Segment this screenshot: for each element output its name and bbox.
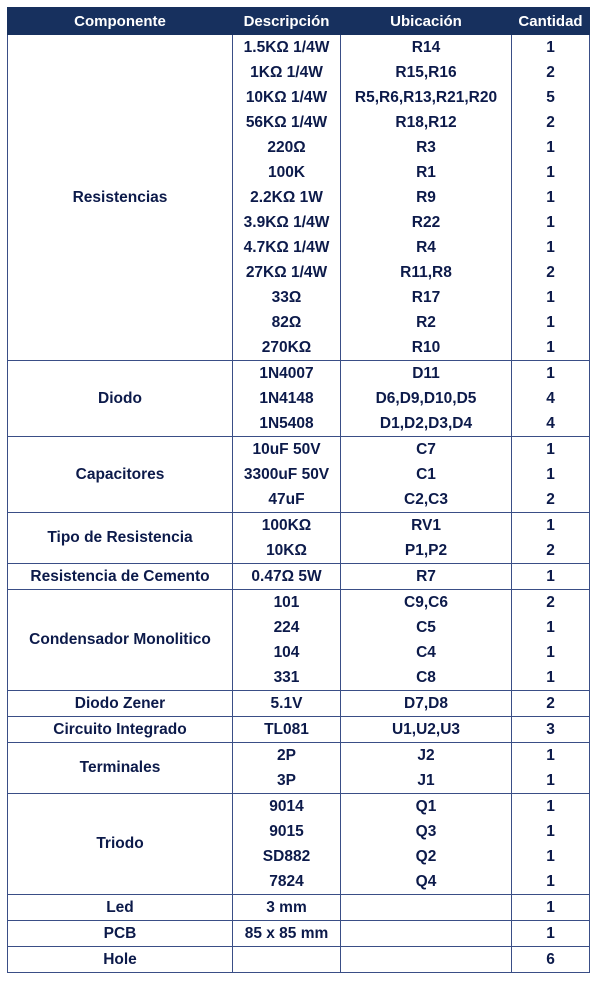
description-cell: 3 mm [233, 895, 341, 921]
table-row [8, 513, 590, 539]
description-cell: 224 [233, 615, 341, 640]
quantity-cell: 1 [512, 564, 590, 590]
table-row [8, 35, 590, 61]
table-row [8, 437, 590, 463]
quantity-cell: 5 [512, 85, 590, 110]
description-cell: 3.9KΩ 1/4W [233, 210, 341, 235]
quantity-cell: 4 [512, 386, 590, 411]
quantity-cell: 1 [512, 361, 590, 387]
quantity-cell: 2 [512, 691, 590, 717]
location-cell: C5 [341, 615, 512, 640]
description-cell: 3300uF 50V [233, 462, 341, 487]
description-cell: SD882 [233, 844, 341, 869]
header-quantity: Cantidad [512, 8, 590, 35]
component-cell: Circuito Integrado [8, 717, 233, 743]
location-cell: C4 [341, 640, 512, 665]
description-cell: 2.2KΩ 1W [233, 185, 341, 210]
location-cell: RV1 [341, 513, 512, 539]
location-cell: R2 [341, 310, 512, 335]
location-cell: C7 [341, 437, 512, 463]
description-cell: 27KΩ 1/4W [233, 260, 341, 285]
description-cell: 1N5408 [233, 411, 341, 437]
quantity-cell: 1 [512, 160, 590, 185]
quantity-cell: 1 [512, 819, 590, 844]
description-cell: 7824 [233, 869, 341, 895]
table-row [8, 921, 590, 947]
location-cell: R4 [341, 235, 512, 260]
quantity-cell: 1 [512, 513, 590, 539]
location-cell: U1,U2,U3 [341, 717, 512, 743]
table-row [8, 717, 590, 743]
description-cell: 9015 [233, 819, 341, 844]
table-row [8, 590, 590, 616]
component-cell: Tipo de Resistencia [8, 513, 233, 564]
header-location: Ubicación [341, 8, 512, 35]
quantity-cell: 2 [512, 487, 590, 513]
location-cell: R9 [341, 185, 512, 210]
location-cell: R7 [341, 564, 512, 590]
location-cell: R18,R12 [341, 110, 512, 135]
quantity-cell: 1 [512, 135, 590, 160]
description-cell: 101 [233, 590, 341, 616]
table-row [8, 794, 590, 820]
table-row [8, 361, 590, 387]
table-row [8, 743, 590, 769]
description-cell: 10KΩ [233, 538, 341, 564]
quantity-cell: 2 [512, 260, 590, 285]
quantity-cell: 2 [512, 60, 590, 85]
quantity-cell: 4 [512, 411, 590, 437]
description-cell: 100K [233, 160, 341, 185]
quantity-cell: 1 [512, 335, 590, 361]
location-cell: R22 [341, 210, 512, 235]
table-header-row [8, 8, 590, 35]
quantity-cell: 1 [512, 210, 590, 235]
location-cell: P1,P2 [341, 538, 512, 564]
component-cell: Hole [8, 947, 233, 973]
component-cell: Led [8, 895, 233, 921]
description-cell: 3P [233, 768, 341, 794]
component-cell: PCB [8, 921, 233, 947]
location-cell: Q2 [341, 844, 512, 869]
location-cell: J2 [341, 743, 512, 769]
description-cell: 33Ω [233, 285, 341, 310]
description-cell: 100KΩ [233, 513, 341, 539]
quantity-cell: 1 [512, 437, 590, 463]
description-cell: 82Ω [233, 310, 341, 335]
description-cell: 2P [233, 743, 341, 769]
location-cell: R5,R6,R13,R21,R20 [341, 85, 512, 110]
description-cell: TL081 [233, 717, 341, 743]
description-cell: 1KΩ 1/4W [233, 60, 341, 85]
description-cell: 4.7KΩ 1/4W [233, 235, 341, 260]
location-cell [341, 947, 512, 973]
location-cell: R10 [341, 335, 512, 361]
description-cell: 9014 [233, 794, 341, 820]
description-cell: 47uF [233, 487, 341, 513]
quantity-cell: 1 [512, 794, 590, 820]
component-cell: Diodo [8, 361, 233, 437]
location-cell: R11,R8 [341, 260, 512, 285]
quantity-cell: 1 [512, 768, 590, 794]
description-cell: 5.1V [233, 691, 341, 717]
table-row [8, 947, 590, 973]
description-cell [233, 947, 341, 973]
header-component: Componente [8, 8, 233, 35]
quantity-cell: 2 [512, 538, 590, 564]
table-body [8, 35, 590, 973]
quantity-cell: 6 [512, 947, 590, 973]
component-cell: Capacitores [8, 437, 233, 513]
location-cell [341, 895, 512, 921]
bill-of-materials-table [7, 7, 590, 973]
quantity-cell: 1 [512, 921, 590, 947]
quantity-cell: 1 [512, 235, 590, 260]
location-cell: R3 [341, 135, 512, 160]
component-cell: Triodo [8, 794, 233, 895]
quantity-cell: 1 [512, 665, 590, 691]
quantity-cell: 1 [512, 35, 590, 61]
quantity-cell: 1 [512, 310, 590, 335]
location-cell: R15,R16 [341, 60, 512, 85]
location-cell: D11 [341, 361, 512, 387]
location-cell: D7,D8 [341, 691, 512, 717]
quantity-cell: 1 [512, 640, 590, 665]
component-cell: Resistencias [8, 35, 233, 361]
location-cell: Q3 [341, 819, 512, 844]
quantity-cell: 1 [512, 615, 590, 640]
component-cell: Terminales [8, 743, 233, 794]
location-cell: C2,C3 [341, 487, 512, 513]
location-cell: C8 [341, 665, 512, 691]
description-cell: 10KΩ 1/4W [233, 85, 341, 110]
description-cell: 10uF 50V [233, 437, 341, 463]
quantity-cell: 1 [512, 743, 590, 769]
table-row [8, 895, 590, 921]
description-cell: 104 [233, 640, 341, 665]
quantity-cell: 1 [512, 895, 590, 921]
component-cell: Resistencia de Cemento [8, 564, 233, 590]
description-cell: 270KΩ [233, 335, 341, 361]
table-row [8, 691, 590, 717]
quantity-cell: 1 [512, 185, 590, 210]
description-cell: 56KΩ 1/4W [233, 110, 341, 135]
component-cell: Diodo Zener [8, 691, 233, 717]
quantity-cell: 1 [512, 462, 590, 487]
quantity-cell: 1 [512, 285, 590, 310]
location-cell: R17 [341, 285, 512, 310]
quantity-cell: 1 [512, 869, 590, 895]
description-cell: 1N4148 [233, 386, 341, 411]
quantity-cell: 2 [512, 590, 590, 616]
table-row [8, 564, 590, 590]
location-cell: J1 [341, 768, 512, 794]
description-cell: 85 x 85 mm [233, 921, 341, 947]
description-cell: 220Ω [233, 135, 341, 160]
description-cell: 331 [233, 665, 341, 691]
location-cell: R1 [341, 160, 512, 185]
description-cell: 1N4007 [233, 361, 341, 387]
location-cell: Q4 [341, 869, 512, 895]
quantity-cell: 2 [512, 110, 590, 135]
location-cell [341, 921, 512, 947]
location-cell: D1,D2,D3,D4 [341, 411, 512, 437]
quantity-cell: 3 [512, 717, 590, 743]
location-cell: R14 [341, 35, 512, 61]
quantity-cell: 1 [512, 844, 590, 869]
location-cell: C9,C6 [341, 590, 512, 616]
description-cell: 0.47Ω 5W [233, 564, 341, 590]
description-cell: 1.5KΩ 1/4W [233, 35, 341, 61]
location-cell: D6,D9,D10,D5 [341, 386, 512, 411]
location-cell: C1 [341, 462, 512, 487]
component-cell: Condensador Monolitico [8, 590, 233, 691]
location-cell: Q1 [341, 794, 512, 820]
header-description: Descripción [233, 8, 341, 35]
